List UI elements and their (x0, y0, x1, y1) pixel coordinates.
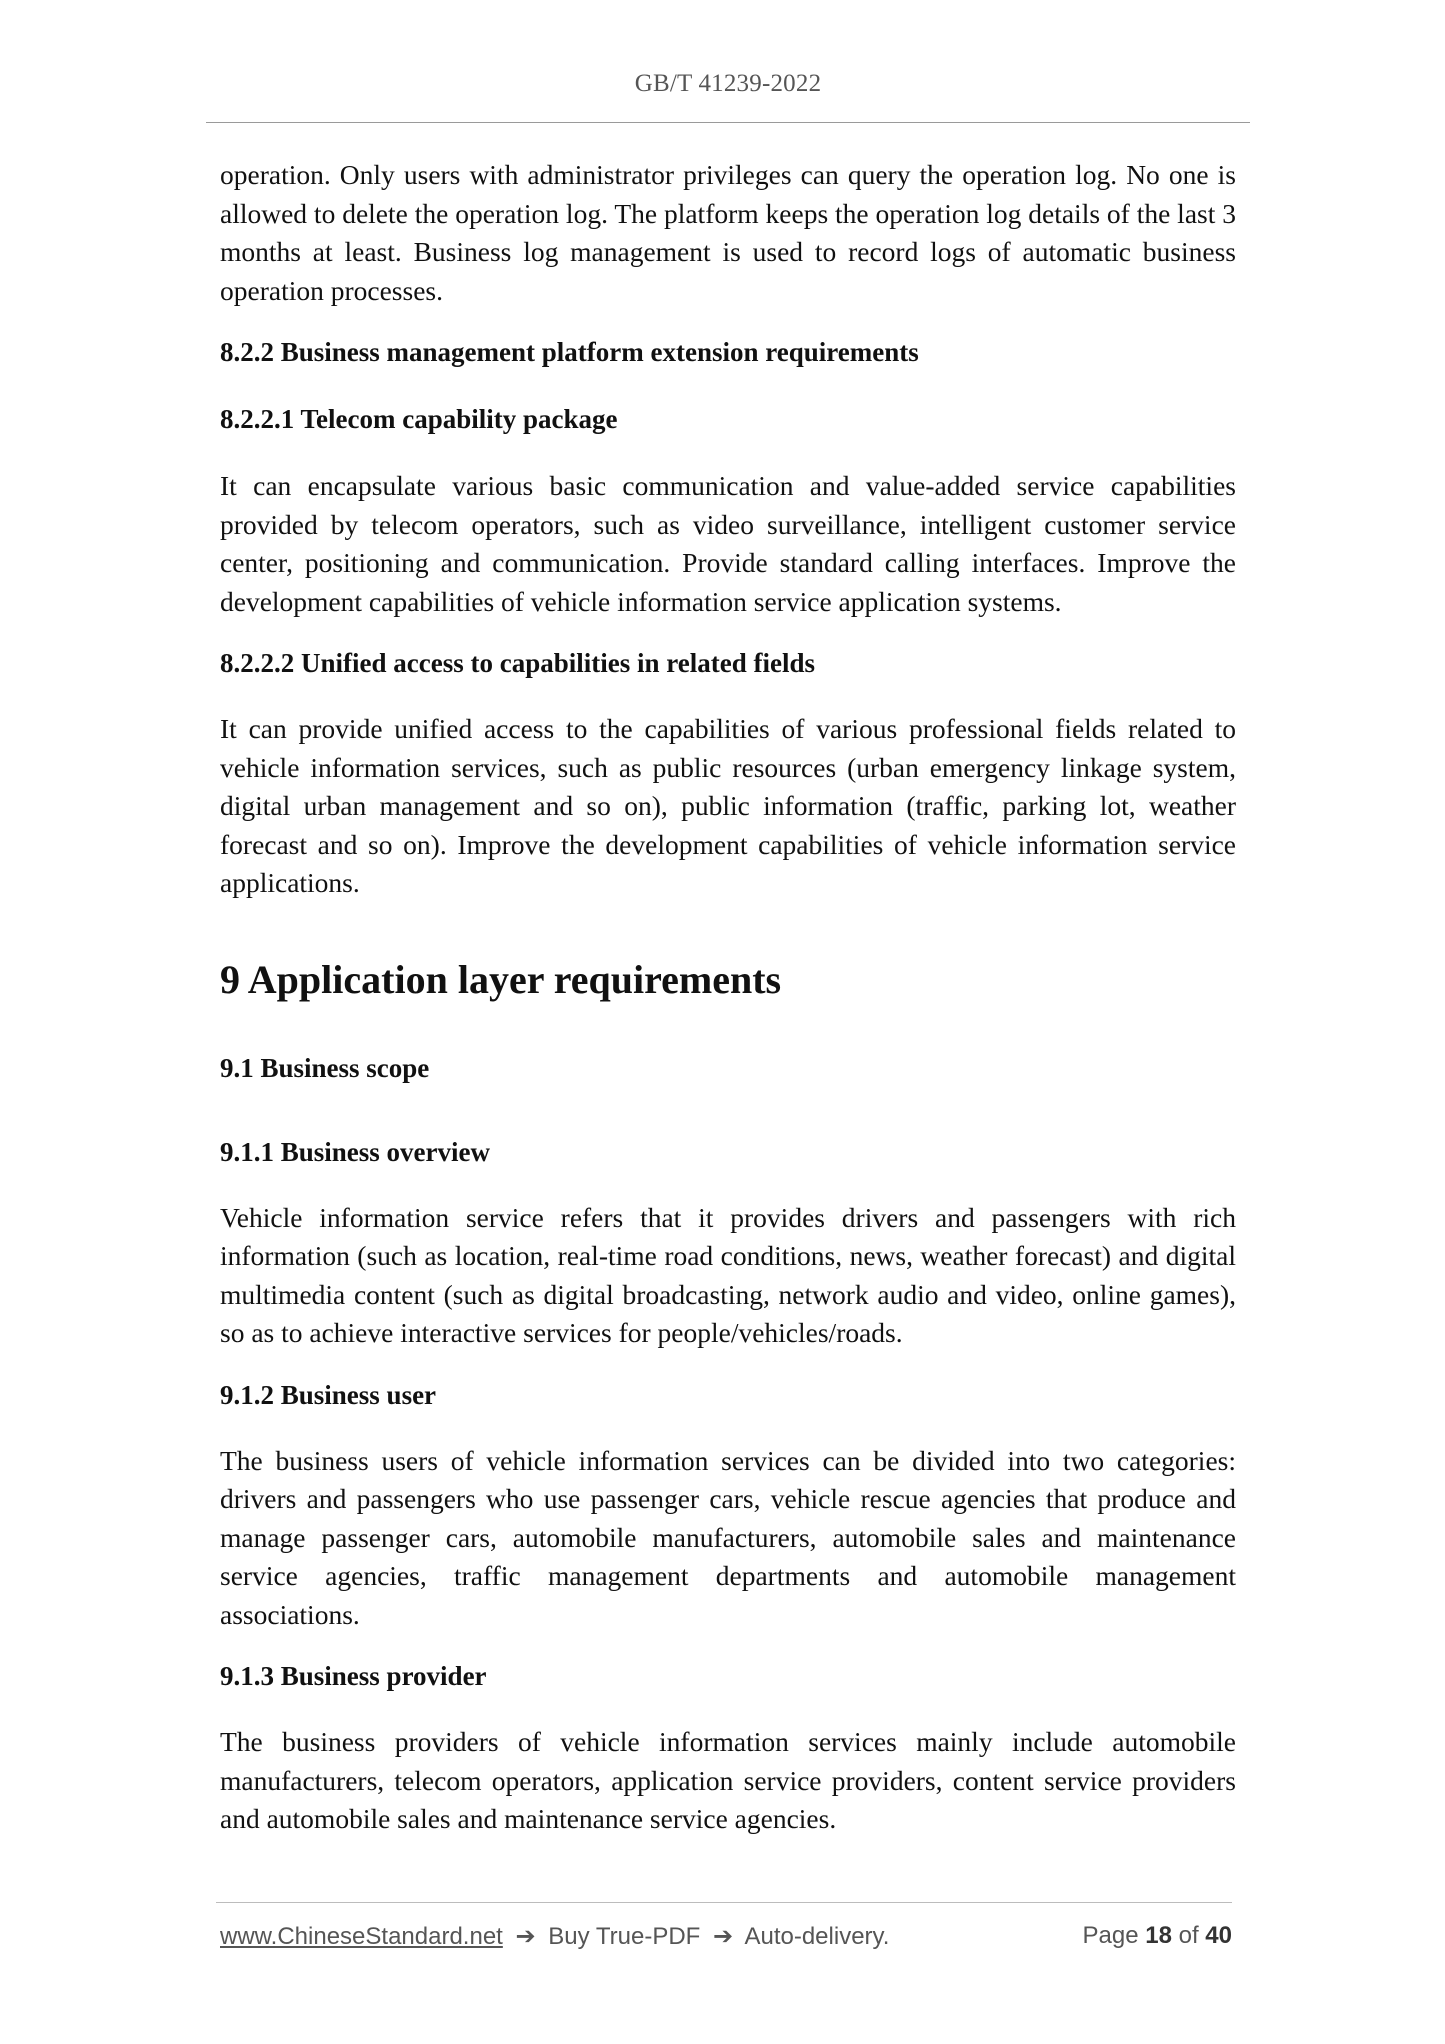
footer-promo (220, 1922, 889, 1951)
right-arrow-icon: ➔ (713, 1923, 734, 1950)
page-footer (220, 1922, 1236, 1956)
header-divider (206, 122, 1250, 123)
page-indicator (1083, 1922, 1233, 1950)
of-label: of (1178, 1922, 1199, 1949)
auto-delivery-text: Auto-delivery. (744, 1923, 890, 1950)
paragraph-telecom-capability: It can encapsulate various basic communication and value-added service capabilities provided by telecom operators, such as video surveillance, intelligent customer service center, positioning and communication. Provide standard calling interfaces. Improve the development capabilities of vehicle information service application systems. (220, 470, 1236, 617)
heading-9-1-3: 9.1.3 Business provider (220, 1661, 487, 1691)
paragraph-business-provider: The business providers of vehicle information services mainly include automobile manufacturers, telecom operators, application service providers, content service providers and automobile sales and maintenance service agencies. (220, 1726, 1236, 1834)
heading-9-1: 9.1 Business scope (220, 1052, 430, 1083)
heading-9-application-layer: 9 Application layer requirements (220, 956, 782, 1002)
page-header-standard-number: GB/T 41239-2022 (634, 70, 822, 97)
paragraph-unified-access: It can provide unified access to the capabilities of various professional fields related to vehicle information services, such as public resources (urban emergency linkage system, digital urban management and so on), public information (traffic, parking lot, weather forecast and so on). Improve the development capabilities of vehicle information service applications. (220, 713, 1236, 898)
document-body (220, 156, 1236, 1839)
paragraph-business-user: The business users of vehicle information services can be divided into two categories: drivers and passengers who use passenger cars, vehicle rescue agencies that produce and manage passenger cars, automobile manufacturers, automobile sales and maintenance service agencies, traffic management departments and automobile management associations. (220, 1444, 1236, 1630)
heading-8-2-2: 8.2.2 Business management platform extension requirements (220, 337, 919, 367)
right-arrow-icon: ➔ (515, 1923, 536, 1950)
buy-true-pdf-text: Buy True-PDF (548, 1923, 701, 1950)
heading-8-2-2-1: 8.2.2.1 Telecom capability package (220, 404, 618, 434)
site-link[interactable]: www.ChineseStandard.net (220, 1923, 503, 1950)
page-label: Page (1082, 1922, 1139, 1949)
heading-9-1-1: 9.1.1 Business overview (220, 1136, 490, 1167)
page-total: 40 (1205, 1922, 1232, 1949)
paragraph-business-overview: Vehicle information service refers that it provides drivers and passengers with rich information (such as location, real-time road conditions, news, weather forecast) and digital multimedia content (such as digital broadcasting, network audio and video, online games), so as to achieve interactive services for people/vehicles/roads. (220, 1201, 1236, 1348)
page-number: 18 (1145, 1922, 1172, 1949)
footer-divider (216, 1902, 1232, 1903)
paragraph-operation-log: operation. Only users with administrator privileges can query the operation log. No one is allowed to delete the operation log. The platform keeps the operation log details of the last 3 months at least. Business log management is used to record logs of automatic business operation processes. (220, 159, 1236, 306)
heading-9-1-2: 9.1.2 Business user (220, 1379, 437, 1410)
heading-8-2-2-2: 8.2.2.2 Unified access to capabilities in related fields (220, 648, 815, 678)
